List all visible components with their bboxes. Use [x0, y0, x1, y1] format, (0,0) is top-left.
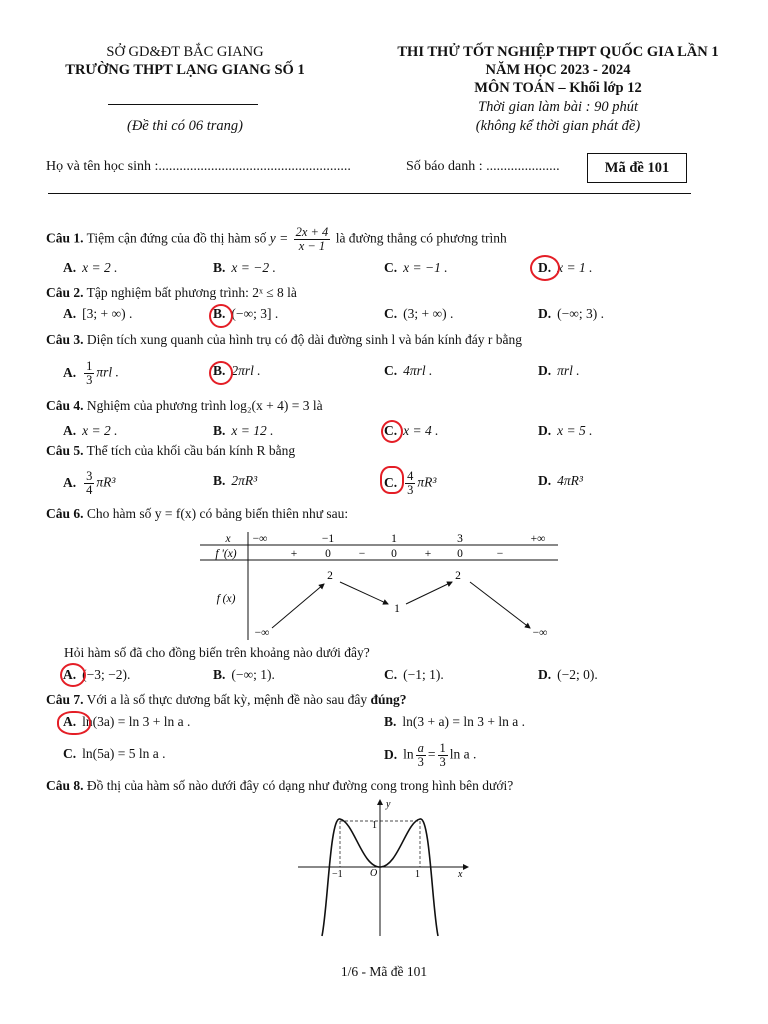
q7-d-pre: ln [403, 746, 414, 762]
vt-f-value: −∞ [254, 627, 270, 639]
q1-a-text: x = 2 . [82, 260, 118, 275]
question-8 [46, 777, 513, 795]
vt-sign: 0 [325, 548, 331, 560]
q4-d-text: x = 5 . [557, 423, 593, 438]
q4-option-a[interactable]: A. x = 2 . [63, 423, 118, 438]
q5-option-c[interactable]: C. $\frac{4}{3}$ πR³ [384, 469, 437, 497]
q3-b-text: 2πrl . [231, 363, 261, 378]
vt-f-value: 2 [327, 570, 333, 582]
q5-a-den: 4 [86, 483, 93, 497]
q6-option-b[interactable]: B. (−∞; 1). [213, 667, 275, 682]
student-id-field: Số báo danh : ..................... [406, 159, 560, 174]
q1-func-lhs: y = [269, 230, 289, 246]
q4-label: Câu 4. [46, 398, 84, 413]
q1-c-text: x = −1 . [403, 260, 448, 275]
vt-row-x: x [225, 533, 231, 545]
q3-a-tail: πrl . [96, 364, 119, 380]
tick-label-neg1: −1 [332, 869, 343, 880]
answer-mark [530, 255, 560, 281]
vt-sign: + [424, 548, 432, 560]
y-axis-label: y [386, 799, 391, 810]
q6-ask: Hỏi hàm số đã cho đồng biến trên khoảng nào dưới đây? [64, 645, 370, 660]
q6-c-text: (−1; 1). [403, 667, 444, 682]
vt-arrow-up [406, 582, 452, 604]
vt-sign: − [496, 548, 504, 560]
subject: MÔN TOÁN – Khối lớp 12 [474, 80, 642, 96]
tick-label-y1: 1 [372, 820, 377, 831]
q1-d-text: x = 1 . [557, 260, 593, 275]
q1-option-a[interactable]: A. x = 2 . [63, 260, 118, 275]
question-7 [46, 691, 407, 709]
q5-label: Câu 5. [46, 443, 84, 458]
q2-label: Câu 2. [46, 285, 84, 300]
q6-option-a[interactable]: A. (−3; −2). [63, 667, 131, 682]
q7-d-num2: 1 [439, 741, 446, 755]
q7-option-d[interactable]: D. ln $\frac{a}{3}$ = $\frac{1}{3}$ ln a . [384, 741, 477, 769]
q3-d-text: πrl . [557, 363, 580, 378]
q2-option-b[interactable]: B. (−∞; 3] . [213, 306, 279, 321]
q5-text: Thể tích của khối cầu bán kính R bằng [86, 443, 296, 458]
vt-x-value: −1 [321, 533, 335, 545]
question-6 [46, 505, 348, 523]
vt-sign: − [358, 548, 366, 560]
question-4 [46, 397, 323, 415]
q5-option-a[interactable]: A. $\frac{3}{4}$ πR³ [63, 469, 116, 497]
q5-c-fraction [405, 470, 415, 497]
q7-d-num: a [417, 741, 424, 755]
q4-c-text: x = 4 . [403, 423, 439, 438]
q1-option-d[interactable]: D. x = 1 . [538, 260, 593, 275]
q1-option-b[interactable]: B. x = −2 . [213, 260, 276, 275]
q6-d-text: (−2; 0). [557, 667, 598, 682]
q4-b-text: x = 12 . [231, 423, 274, 438]
answer-mark [209, 304, 233, 328]
variation-table [200, 532, 560, 640]
q3-option-c[interactable]: C. 4πrl . [384, 363, 433, 378]
q3-c-text: 4πrl . [403, 363, 433, 378]
q3-a-den: 3 [86, 373, 93, 387]
duration: Thời gian làm bài : 90 phút [478, 99, 638, 115]
q1-b-text: x = −2 . [231, 260, 276, 275]
page-footer: 1/6 - Mã đề 101 [340, 964, 428, 979]
question-3 [46, 331, 522, 349]
school-year: NĂM HỌC 2023 - 2024 [485, 62, 631, 78]
q2-c-text: (3; + ∞) . [403, 306, 454, 321]
q5-a-num: 3 [86, 469, 93, 483]
vt-sign: 0 [391, 548, 397, 560]
q5-b-text: 2πR³ [231, 473, 258, 488]
q1-func-den: x − 1 [298, 239, 326, 253]
q4-option-c[interactable]: C. x = 4 . [384, 423, 439, 438]
q3-label: Câu 3. [46, 332, 84, 347]
q1-label: Câu 1. [46, 230, 84, 246]
q7-b-text: ln(3 + a) = ln 3 + ln a . [402, 714, 525, 729]
q2-option-a[interactable]: A. [3; + ∞) . [63, 306, 133, 321]
q2-option-c[interactable]: C. (3; + ∞) . [384, 306, 454, 321]
q5-a-fraction [84, 470, 94, 497]
q2-b-text: (−∞; 3] . [231, 306, 279, 321]
q5-c-den: 3 [407, 483, 414, 497]
q6-label: Câu 6. [46, 506, 84, 521]
exam-title: THI THỬ TỐT NGHIỆP THPT QUỐC GIA LẦN 1 [397, 44, 719, 60]
q7-text-bold: đúng? [370, 692, 407, 707]
q7-d-fraction-2 [438, 742, 448, 769]
pages-note: (Đề thi có 06 trang) [127, 118, 243, 134]
answer-mark [380, 466, 404, 494]
q7-c-text: ln(5a) = 5 ln a . [82, 746, 166, 761]
q3-option-b[interactable]: B. 2πrl . [213, 363, 261, 378]
x-axis-label: x [458, 869, 463, 880]
school-name: TRƯỜNG THPT LẠNG GIANG SỐ 1 [65, 62, 305, 78]
vt-sign: 0 [457, 548, 463, 560]
q2-a-text: [3; + ∞) . [82, 306, 133, 321]
q5-c-tail: πR³ [417, 474, 437, 490]
q5-option-d[interactable]: D. 4πR³ [538, 473, 583, 488]
vt-f-value: −∞ [532, 627, 548, 639]
q8-text: Đồ thị của hàm số nào dưới đây có dạng như đường cong trong hình bên dưới? [86, 778, 514, 793]
question-1 [46, 226, 507, 253]
q3-a-fraction [84, 360, 94, 387]
q4-text: Nghiệm của phương trình log₂(x + 4) = 3 là [86, 398, 323, 413]
q2-text: Tập nghiệm bất phương trình: 2ˣ ≤ 8 là [86, 285, 297, 300]
exam-code-box: Mã đề 101 [587, 153, 687, 183]
vt-f-value: 1 [394, 603, 400, 615]
q8-label: Câu 8. [46, 778, 84, 793]
vt-arrow-down [470, 582, 530, 628]
answer-mark [209, 361, 233, 385]
q6-b-text: (−∞; 1). [231, 667, 275, 682]
q7-a-text: ln(3a) = ln 3 + ln a . [82, 714, 191, 729]
vt-x-value: 1 [391, 533, 397, 545]
q1-func-fraction [294, 226, 331, 253]
q6-text: Cho hàm số y = f(x) có bảng biến thiên như sau: [86, 506, 349, 521]
student-name-field: Họ và tên học sinh :....................................................... [46, 159, 351, 174]
q5-a-tail: πR³ [96, 474, 116, 490]
answer-mark [60, 663, 86, 687]
answer-mark [57, 711, 91, 735]
q4-option-b[interactable]: B. x = 12 . [213, 423, 274, 438]
q5-c-num: 4 [407, 469, 414, 483]
q2-option-d[interactable]: D. (−∞; 3) . [538, 306, 604, 321]
duration-note: (không kể thời gian phát đề) [475, 118, 641, 134]
q7-text: Với a là số thực dương bất kỳ, mệnh đề nào sau đây [86, 692, 368, 707]
answer-mark [381, 420, 403, 443]
q7-d-fraction-1 [416, 742, 426, 769]
vt-row-f: f (x) [216, 593, 236, 605]
q7-d-den2: 3 [439, 755, 446, 769]
vt-f-value: 2 [455, 570, 461, 582]
q7-option-c[interactable]: C. ln(5a) = 5 ln a . [63, 746, 166, 761]
q7-d-tail: ln a . [449, 746, 477, 762]
vt-arrow-up [272, 584, 324, 628]
function-graph [296, 796, 472, 938]
q1-option-c[interactable]: C. x = −1 . [384, 260, 448, 275]
vt-x-value: +∞ [530, 533, 546, 545]
header-divider [108, 104, 258, 105]
q7-label: Câu 7. [46, 692, 84, 707]
vt-x-value: 3 [457, 533, 463, 545]
q7-option-a[interactable]: A. ln(3a) = ln 3 + ln a . [63, 714, 191, 729]
q6-option-d[interactable]: D. (−2; 0). [538, 667, 598, 682]
q4-option-d[interactable]: D. x = 5 . [538, 423, 593, 438]
vt-arrow-down [340, 582, 388, 604]
q4-a-text: x = 2 . [82, 423, 118, 438]
vt-x-value: −∞ [252, 533, 268, 545]
origin-label: O [370, 868, 378, 879]
vt-row-fp: f '(x) [215, 548, 237, 560]
q6-a-text: (−3; −2). [82, 667, 131, 682]
q7-option-b[interactable]: B. ln(3 + a) = ln 3 + ln a . [384, 714, 525, 729]
dept-name: SỞ GD&ĐT BẮC GIANG [106, 44, 264, 60]
q5-d-text: 4πR³ [557, 473, 583, 488]
q7-d-mid: = [427, 746, 436, 762]
vt-sign: + [290, 548, 298, 560]
header-rule [48, 193, 691, 194]
q3-a-num: 1 [86, 359, 93, 373]
q1-func-num: 2x + 4 [295, 225, 329, 239]
q3-option-a[interactable]: A. $\frac{1}{3}$ πrl . [63, 359, 119, 387]
q3-text: Diện tích xung quanh của hình trụ có độ dài đường sinh l và bán kính đáy r bằng [86, 332, 523, 347]
question-2 [46, 284, 297, 302]
q7-d-den: 3 [417, 755, 424, 769]
q5-option-b[interactable]: B. 2πR³ [213, 473, 258, 488]
question-5 [46, 442, 295, 460]
q1-text-b: là đường thẳng có phương trình [335, 230, 507, 246]
tick-label-1: 1 [415, 869, 420, 880]
q6-option-c[interactable]: C. (−1; 1). [384, 667, 444, 682]
q1-text-a: Tiệm cận đứng của đồ thị hàm số [86, 230, 267, 246]
q3-option-d[interactable]: D. πrl . [538, 363, 580, 378]
q2-d-text: (−∞; 3) . [557, 306, 604, 321]
